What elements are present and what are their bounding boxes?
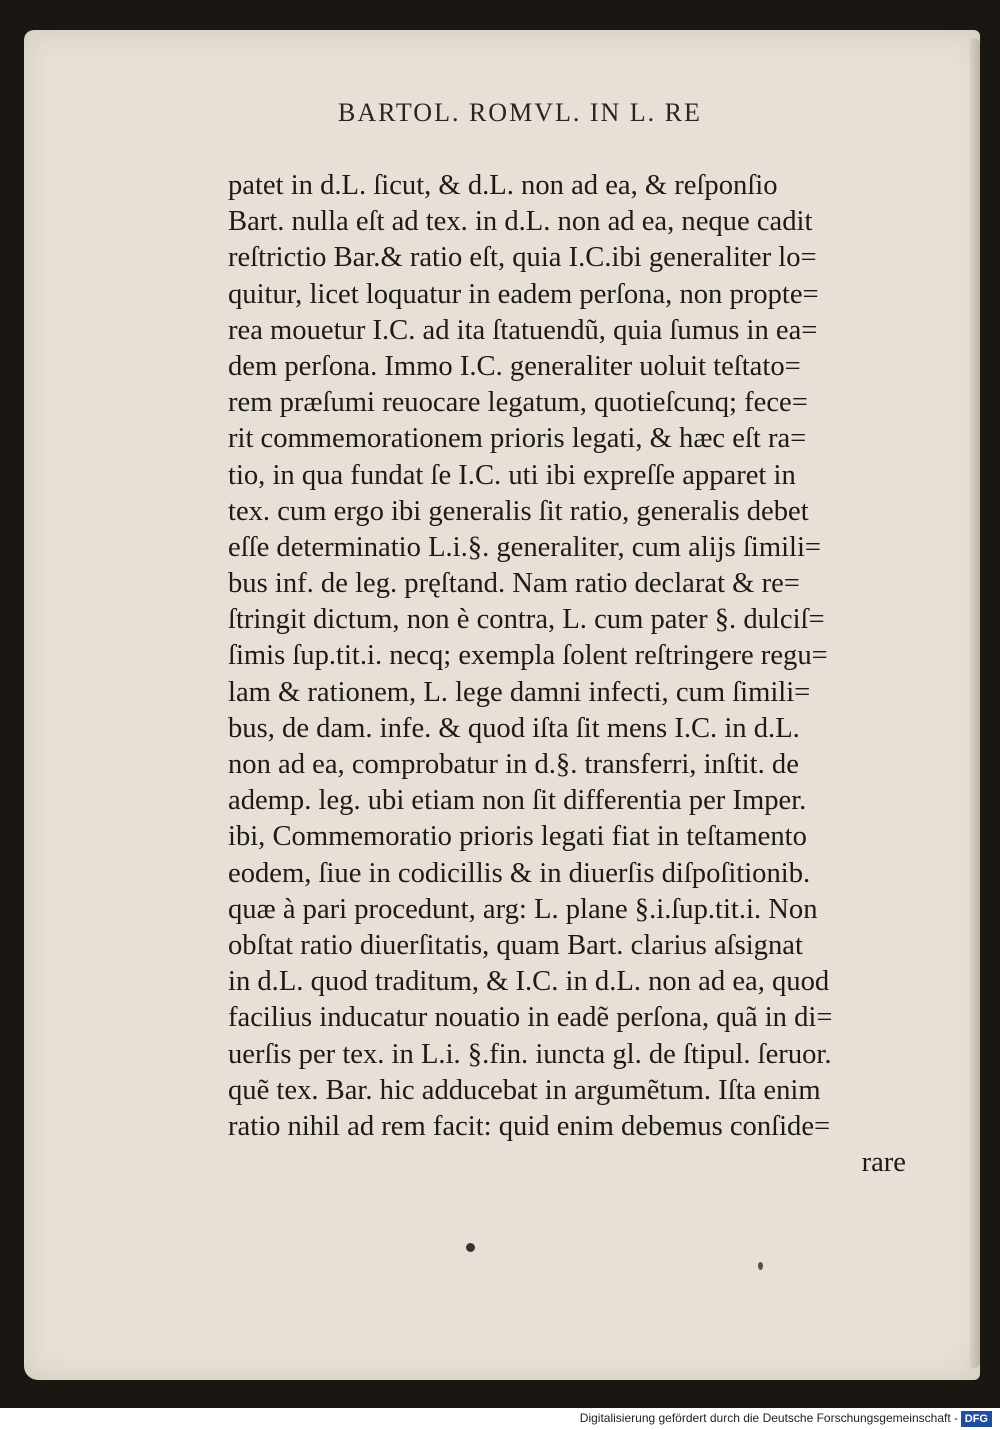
text-line: ſtringit dictum, non è contra, L. cum pater §. dulciſ= <box>228 604 825 636</box>
text-line: quẽ tex. Bar. hic adducebat in argumẽtum. Iſta enim <box>228 1074 821 1106</box>
text-line: patet in d.L. ſicut, & d.L. non ad ea, & reſponſio <box>228 170 778 201</box>
text-line: eſſe determinatio L.i.§. generaliter, cum alijs ſimili= <box>228 531 822 563</box>
dfg-logo: DFG <box>961 1411 992 1427</box>
page-edge <box>970 38 980 1368</box>
catchword: rare <box>861 1147 906 1179</box>
text-line: quæ à pari procedunt, arg: L. plane §.i.ſup.tit.i. Non <box>228 893 818 925</box>
text-line: rem præſumi reuocare legatum, quotieſcunq; fece= <box>228 387 808 419</box>
digitization-footer <box>0 1408 1000 1430</box>
text-line: tio, in qua fundat ſe I.C. uti ibi expreſſe apparet in <box>228 459 796 491</box>
ink-spot <box>466 1243 475 1252</box>
text-line: rea mouetur I.C. ad ita ſtatuendũ, quia ſumus in ea= <box>228 314 818 346</box>
text-line: obſtat ratio diuerſitatis, quam Bart. clarius aſsignat <box>228 929 803 961</box>
text-line: reſtrictio Bar.& ratio eſt, quia I.C.ibi generaliter lo= <box>228 242 817 274</box>
body-text <box>228 168 918 1181</box>
text-line: ſimis ſup.tit.i. necq; exempla ſolent reſtringere regu= <box>228 640 828 672</box>
running-title: BARTOL. ROMVL. IN L. RE <box>338 98 702 127</box>
text-line: in d.L. quod traditum, & I.C. in d.L. non ad ea, quod <box>228 966 830 998</box>
text-line: bus, de dam. infe. & quod iſta ſit mens I.C. in d.L. <box>228 712 800 744</box>
text-line: tex. cum ergo ibi generalis ſit ratio, generalis debet <box>228 495 809 527</box>
funding-credit: Digitalisierung gefördert durch die Deutsche Forschungsgemeinschaft - <box>579 1411 958 1425</box>
ink-speck <box>758 1262 763 1270</box>
text-line: bus inf. de leg. pręſtand. Nam ratio declarat & re= <box>228 568 800 600</box>
text-line: quitur, licet loquatur in eadem perſona, non propte= <box>228 278 819 310</box>
text-line: ratio nihil ad rem facit: quid enim debemus conſide= <box>228 1110 831 1142</box>
text-line: Bart. nulla eſt ad tex. in d.L. non ad ea, neque cadit <box>228 206 813 238</box>
text-line: ibi, Commemoratio prioris legati fiat in teſtamento <box>228 821 807 853</box>
text-line: lam & rationem, L. lege damni infecti, cum ſimili= <box>228 676 811 708</box>
text-line: ademp. leg. ubi etiam non ſit differentia per Imper. <box>228 785 807 817</box>
text-line: uerſis per tex. in L.i. §.fin. iuncta gl. de ſtipul. ſeruor. <box>228 1038 832 1070</box>
text-line: rit commemorationem prioris legati, & hæc eſt ra= <box>228 423 807 455</box>
text-line: eodem, ſiue in codicillis & in diuerſis diſpoſitionib. <box>228 857 811 889</box>
text-line: non ad ea, comprobatur in d.§. transferri, inſtit. de <box>228 749 799 780</box>
text-line: dem perſona. Immo I.C. generaliter uoluit teſtato= <box>228 350 801 382</box>
text-line: facilius inducatur nouatio in eadẽ perſona, quã in di= <box>228 1002 833 1034</box>
